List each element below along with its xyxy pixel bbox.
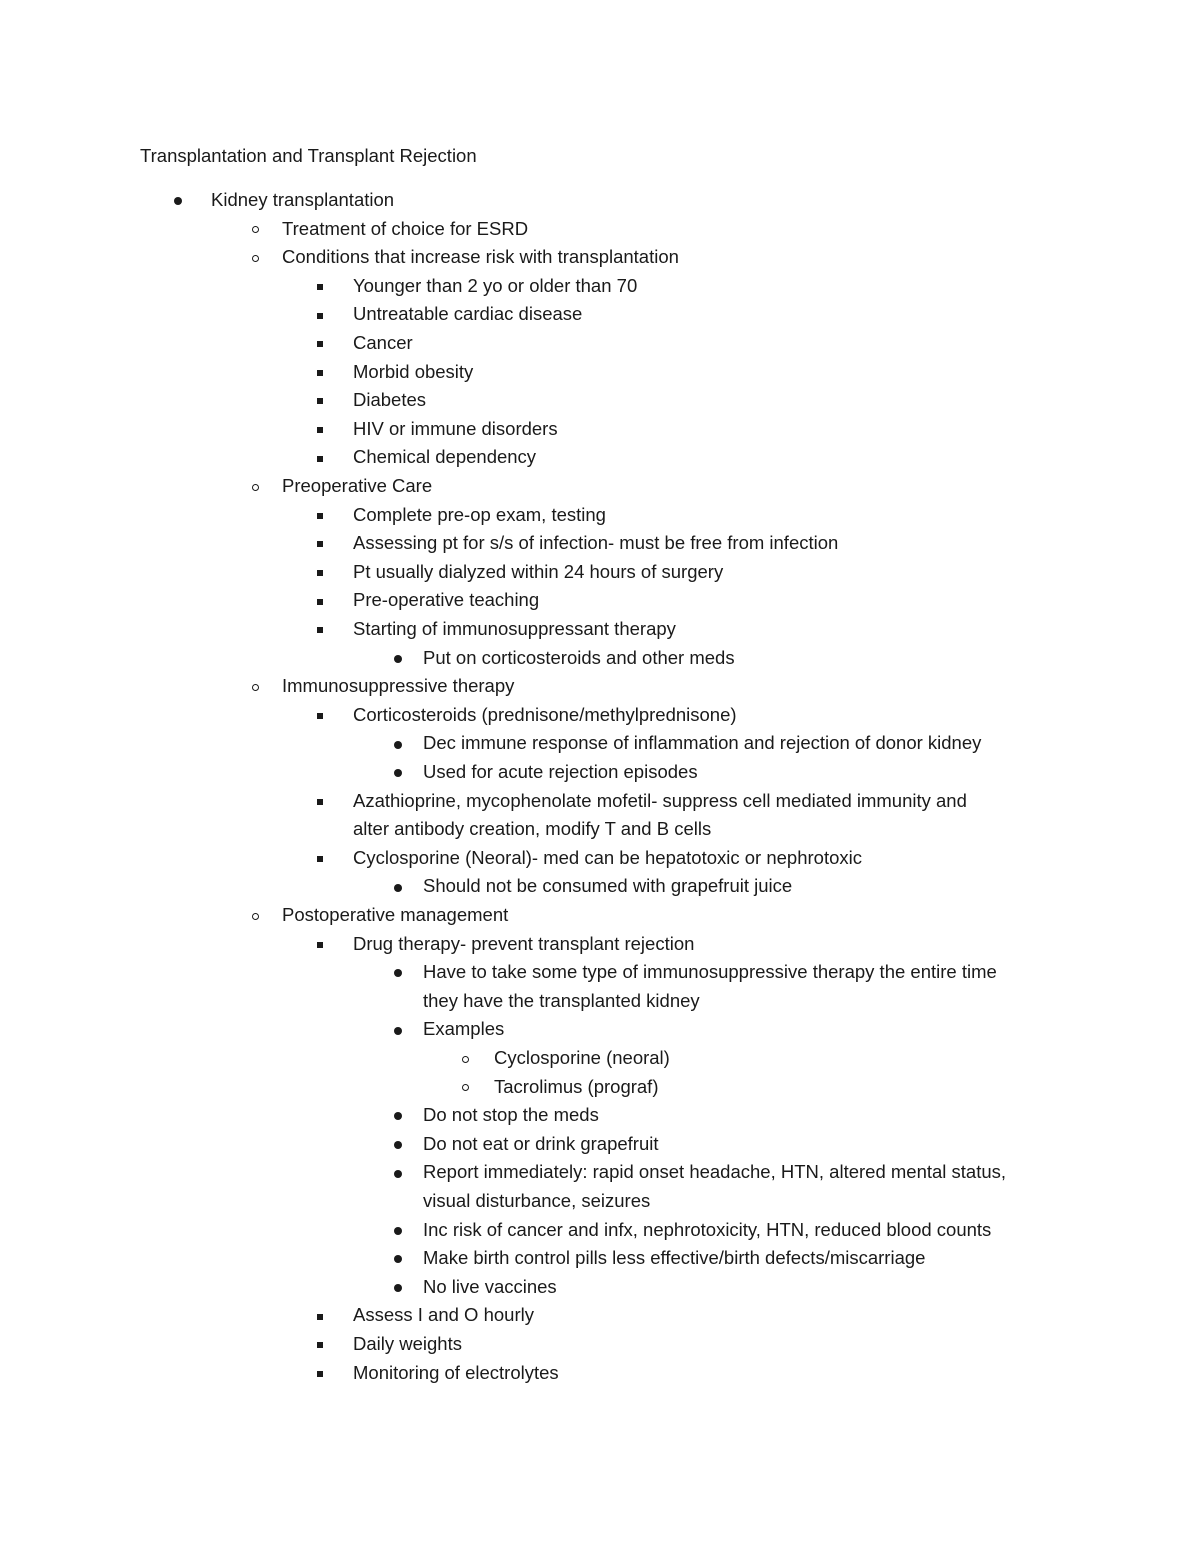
square-shape (317, 1342, 323, 1348)
circle-bullet-icon (245, 673, 265, 699)
circle-bullet-icon (245, 473, 265, 499)
square-bullet-icon (310, 1331, 330, 1357)
disc-shape (394, 1141, 402, 1149)
outline-item-level-3: Assess I and O hourly (353, 1304, 534, 1326)
square-shape (317, 341, 323, 347)
disc-shape (394, 655, 402, 663)
outline-item-level-3: Corticosteroids (prednisone/methylprednisone) (353, 703, 737, 725)
outline-item-level-3: Cancer (353, 332, 413, 353)
square-shape (317, 570, 323, 576)
circle-shape (252, 226, 259, 233)
square-shape (317, 942, 323, 948)
square-bullet-icon (310, 301, 330, 327)
disc-shape (394, 884, 402, 892)
outline-item-level-3: Assessing pt for s/s of infection- must be free from infection (353, 532, 839, 554)
circle-bullet-icon (245, 902, 265, 928)
square-bullet-icon (310, 845, 330, 871)
outline-item-level-5: Cyclosporine (neoral) (494, 1047, 670, 1068)
disc-shape (394, 1255, 402, 1263)
square-bullet-icon (310, 788, 330, 814)
square-shape (317, 456, 323, 462)
outline-item-level-3: Complete pre-op exam, testing (353, 503, 606, 525)
square-shape (317, 370, 323, 376)
square-shape (317, 313, 323, 319)
disc-shape (394, 769, 402, 777)
disc-bullet-icon (388, 1131, 408, 1157)
disc-bullet-icon (388, 873, 408, 899)
square-shape (317, 1371, 323, 1377)
outline-item-level-3: Chemical dependency (353, 446, 537, 468)
outline-item-level-3: alter antibody creation, modify T and B cells (353, 818, 712, 840)
outline-item-level-2: Conditions that increase risk with transplantation (282, 246, 679, 268)
outline-item-level-3: Younger than 2 yo or older than 70 (353, 274, 638, 296)
circle-shape (252, 913, 259, 920)
square-bullet-icon (310, 359, 330, 385)
circle-shape (252, 684, 259, 691)
disc-shape (394, 741, 402, 749)
outline-item-level-3: Starting of immunosuppressant therapy (353, 618, 676, 639)
outline-item-level-2: Postoperative management (282, 904, 509, 925)
outline-item-level-3: Diabetes (353, 389, 427, 411)
disc-bullet-icon (388, 1245, 408, 1271)
square-shape (317, 713, 323, 719)
outline-item-level-4: Put on corticosteroids and other meds (423, 646, 735, 668)
disc-bullet-icon (388, 645, 408, 671)
disc-bullet-icon (168, 187, 188, 213)
square-shape (317, 856, 323, 862)
outline-item-level-3: Pre-operative teaching (353, 589, 540, 611)
square-bullet-icon (310, 931, 330, 957)
disc-bullet-icon (388, 1102, 408, 1128)
disc-shape (394, 1027, 402, 1035)
disc-bullet-icon (388, 1159, 408, 1185)
square-shape (317, 1314, 323, 1320)
square-shape (317, 627, 323, 633)
disc-bullet-icon (388, 759, 408, 785)
circle-shape (252, 255, 259, 262)
outline-item-level-4: Inc risk of cancer and infx, nephrotoxicity, HTN, reduced blood counts (423, 1218, 992, 1240)
outline-item-level-4: they have the transplanted kidney (423, 989, 700, 1011)
outline-item-level-1: Kidney transplantation (211, 189, 395, 210)
outline-item-level-4: Make birth control pills less effective/birth defects/miscarriage (423, 1247, 926, 1269)
circle-shape (462, 1056, 469, 1063)
outline-item-level-3: Pt usually dialyzed within 24 hours of surgery (353, 560, 724, 582)
square-bullet-icon (310, 273, 330, 299)
circle-shape (462, 1084, 469, 1091)
outline-item-level-4: Dec immune response of inflammation and rejection of donor kidney (423, 732, 982, 754)
outline-item-level-3: Morbid obesity (353, 360, 474, 382)
square-shape (317, 541, 323, 547)
square-shape (317, 799, 323, 805)
disc-shape (394, 1170, 402, 1178)
outline-item-level-4: Should not be consumed with grapefruit juice (423, 875, 793, 897)
outline-item-level-3: Untreatable cardiac disease (353, 303, 583, 325)
square-shape (317, 398, 323, 404)
circle-bullet-icon (245, 244, 265, 270)
disc-bullet-icon (388, 1274, 408, 1300)
outline-item-level-2: Immunosuppressive therapy (282, 675, 515, 697)
square-bullet-icon (310, 1360, 330, 1386)
outline-item-level-4: Do not stop the meds (423, 1104, 599, 1126)
square-shape (317, 513, 323, 519)
outline-item-level-4: Do not eat or drink grapefruit (423, 1132, 659, 1154)
outline-item-level-4: Used for acute rejection episodes (423, 761, 698, 782)
outline-item-level-4: Examples (423, 1018, 505, 1040)
square-bullet-icon (310, 387, 330, 413)
disc-shape (394, 969, 402, 977)
square-bullet-icon (310, 330, 330, 356)
square-shape (317, 599, 323, 605)
square-shape (317, 427, 323, 433)
disc-shape (394, 1112, 402, 1120)
square-bullet-icon (310, 1302, 330, 1328)
outline-item-level-5: Tacrolimus (prograf) (494, 1075, 659, 1097)
square-bullet-icon (310, 559, 330, 585)
square-bullet-icon (310, 702, 330, 728)
outline-item-level-3: HIV or immune disorders (353, 417, 558, 439)
disc-bullet-icon (388, 1217, 408, 1243)
circle-bullet-icon (455, 1045, 475, 1071)
document-title: Transplantation and Transplant Rejection (140, 145, 477, 166)
outline-item-level-3: Drug therapy- prevent transplant rejection (353, 932, 695, 954)
circle-shape (252, 484, 259, 491)
outline-item-level-4: Have to take some type of immunosuppressive therapy the entire time (423, 961, 997, 983)
outline-item-level-3: Cyclosporine (Neoral)- med can be hepatotoxic or nephrotoxic (353, 846, 863, 868)
square-bullet-icon (310, 530, 330, 556)
square-bullet-icon (310, 416, 330, 442)
outline-item-level-4: No live vaccines (423, 1275, 557, 1297)
outline-item-level-3: Azathioprine, mycophenolate mofetil- suppress cell mediated immunity and (353, 789, 967, 811)
disc-bullet-icon (388, 959, 408, 985)
circle-bullet-icon (245, 216, 265, 242)
disc-shape (174, 197, 182, 205)
outline-item-level-4: Report immediately: rapid onset headache, HTN, altered mental status, (423, 1161, 1007, 1183)
disc-shape (394, 1227, 402, 1235)
disc-bullet-icon (388, 730, 408, 756)
square-bullet-icon (310, 502, 330, 528)
square-shape (317, 284, 323, 290)
outline-item-level-4: visual disturbance, seizures (423, 1190, 651, 1211)
square-bullet-icon (310, 444, 330, 470)
disc-bullet-icon (388, 1016, 408, 1042)
square-bullet-icon (310, 616, 330, 642)
outline-item-level-3: Monitoring of electrolytes (353, 1361, 559, 1383)
outline-item-level-2: Treatment of choice for ESRD (282, 217, 529, 239)
outline-item-level-3: Daily weights (353, 1333, 462, 1354)
square-bullet-icon (310, 587, 330, 613)
disc-shape (394, 1284, 402, 1292)
circle-bullet-icon (455, 1074, 475, 1100)
outline-item-level-2: Preoperative Care (282, 475, 433, 496)
